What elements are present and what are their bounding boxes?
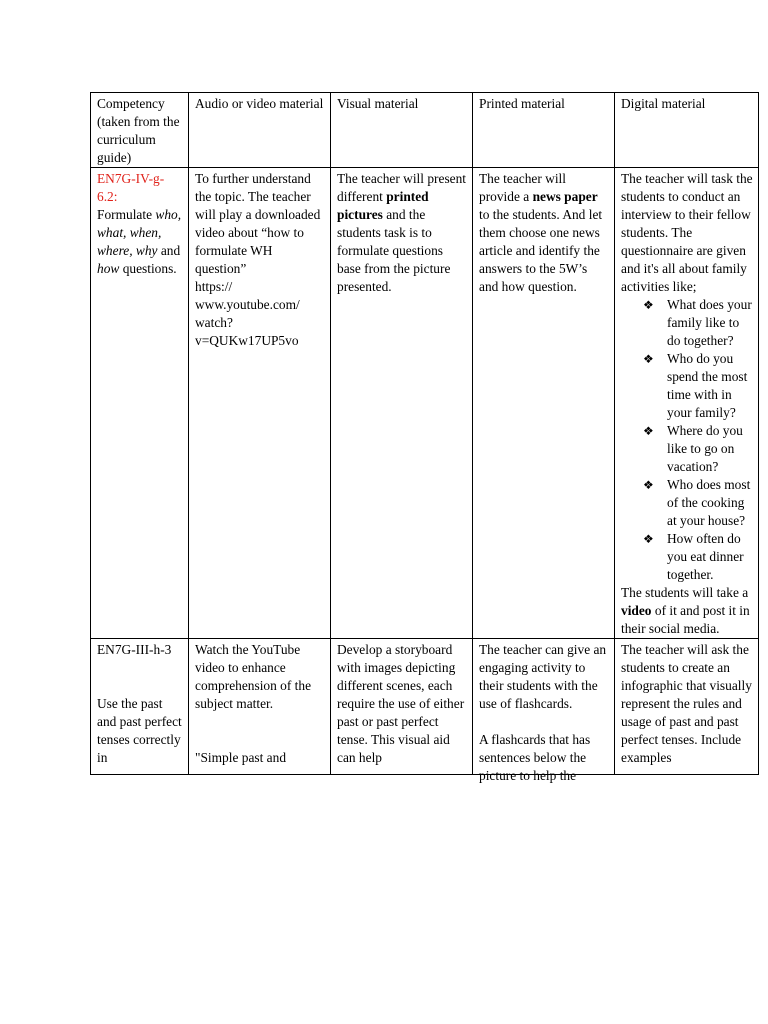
list-item: ❖ How often do you eat dinner together.	[643, 531, 744, 582]
digital-intro: The teacher will task the students to conduct an interview to their fellow students. The questionnaire are given and it's all about family activities like;	[621, 171, 753, 294]
question-list	[621, 296, 753, 584]
competency-cell	[91, 639, 189, 775]
diamond-star-icon: ❖	[643, 478, 654, 492]
competency-code: EN7G-IV-g-6.2:	[97, 171, 165, 204]
diamond-star-icon: ❖	[643, 532, 654, 546]
audio-description: To further understand the topic. The teacher will play a downloaded video about “how to formulate WH question”	[195, 171, 321, 276]
digital-outcome: The students will take a video of it and post it in their social media.	[621, 585, 750, 636]
header-competency: Competency (taken from the curriculum guide)	[91, 93, 189, 168]
audio-description: Watch the YouTube video to enhance comprehension of the subject matter.	[195, 642, 312, 711]
table-row	[91, 639, 759, 775]
printed-flashcards: A flashcards that has sentences below the picture to help the	[479, 732, 591, 783]
visual-cell: The teacher will present different printed pictures and the students task is to formulate questions base from the picture presented.	[331, 168, 473, 639]
list-item: ❖ Where do you like to go on vacation?	[643, 423, 743, 474]
audio-title: "Simple past and	[195, 750, 287, 765]
video-url-line: watch?	[195, 315, 233, 330]
digital-cell: The teacher will ask the students to create an infographic that visually represent the rules and usage of past and past perfect tenses. Include examples	[615, 639, 759, 775]
audio-cell	[189, 639, 331, 775]
list-item: ❖ What does your family like to do together?	[643, 297, 752, 348]
video-url-line: v=QUKw17UP5vo	[195, 333, 299, 348]
table-row	[91, 168, 759, 639]
competency-text: Formulate who, what, when, where, why and how questions.	[97, 207, 182, 276]
header-audio-video: Audio or video material	[189, 93, 331, 168]
header-digital: Digital material	[615, 93, 759, 168]
list-item: ❖ Who do you spend the most time with in your family?	[643, 351, 748, 420]
competency-code: EN7G-III-h-3	[97, 642, 172, 657]
video-url-line: https://	[195, 279, 233, 294]
printed-cell	[473, 639, 615, 783]
diamond-star-icon: ❖	[643, 298, 654, 312]
list-item: ❖ Who does most of the cooking at your house?	[643, 477, 751, 528]
materials-table	[90, 92, 759, 783]
visual-cell: Develop a storyboard with images depicting different scenes, each require the use of either past or past perfect tense. This visual aid can help	[331, 639, 473, 775]
audio-cell	[189, 168, 331, 639]
competency-cell	[91, 168, 189, 639]
diamond-star-icon: ❖	[643, 424, 654, 438]
printed-activity: The teacher can give an engaging activity to their students with the use of flashcards.	[479, 642, 607, 711]
diamond-star-icon: ❖	[643, 352, 654, 366]
video-url-line: www.youtube.com/	[195, 297, 300, 312]
competency-text: Use the past and past perfect tenses correctly in	[97, 696, 182, 765]
printed-cell: The teacher will provide a news paper to the students. And let them choose one news article and identify the answers to the 5W’s and how question.	[473, 168, 615, 639]
digital-cell	[615, 168, 759, 639]
header-visual: Visual material	[331, 93, 473, 168]
header-printed: Printed material	[473, 93, 615, 168]
header-row	[91, 93, 759, 168]
